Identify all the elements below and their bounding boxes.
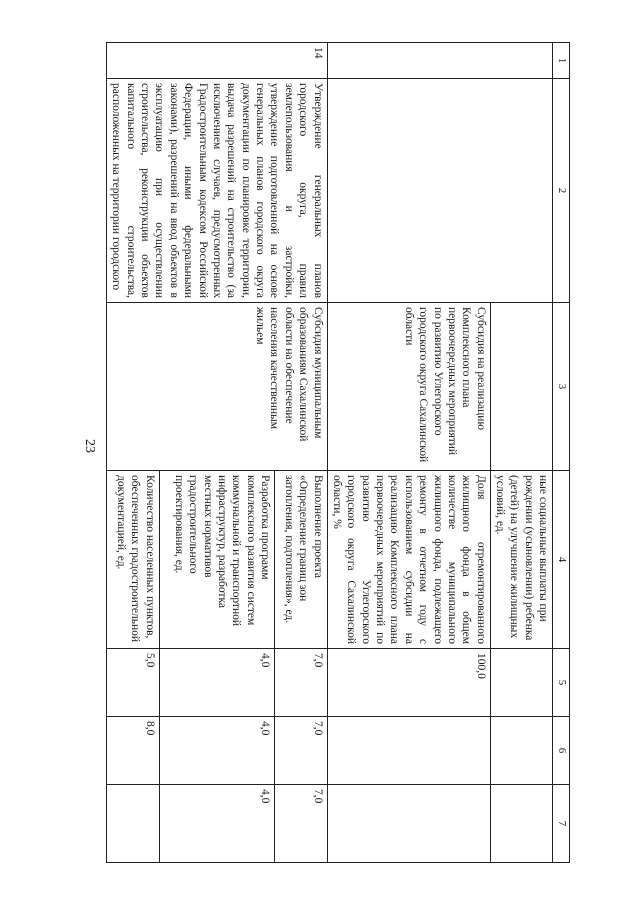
subsidy-cell xyxy=(490,303,553,471)
indicator-cell: Доля отремонтированного жилищного фонда в общем количестве муниципального жилищного фонда, подлежащего ремонту в отчетном году с использованием субсидии на реализацию Комплексного плана первоочередных мероприятий по развитию Углегорского городского округа Сахалинской области, % xyxy=(327,471,490,649)
col-number-7: 7 xyxy=(553,785,570,863)
indicator-cell: Разработка программ комплексного развития систем коммунальной и транспортной инфраструктур, разработка местных нормативов градостроительного проектирования, ед. xyxy=(159,471,274,649)
page-number: 23 xyxy=(82,439,97,453)
subsidy-cell: Субсидия на реализацию Комплексного плана первоочередных мероприятий по развитию Углегорского городского округа Сахалинской области xyxy=(327,303,490,471)
col-number-5: 5 xyxy=(553,649,570,717)
col-number-2: 2 xyxy=(553,79,570,303)
value-2017-cell xyxy=(107,785,160,863)
table-row xyxy=(275,43,328,863)
subsidy-cell: Субсидия муниципальным образованиям Сахалинской области на обеспечение населения качественным жильем xyxy=(107,303,328,471)
value-2016-cell: 8,0 xyxy=(107,717,160,785)
table-row xyxy=(490,43,553,863)
column-number-row xyxy=(553,43,570,863)
value-2015-cell xyxy=(490,649,553,717)
value-2017-cell: 7,0 xyxy=(275,785,328,863)
value-2017-cell xyxy=(327,785,490,863)
indicator-cell: Выполнение проекта «Определение границ зон затопления, подтопления», ед. xyxy=(275,471,328,649)
authority-cell: Утверждение генеральных планов городского округа, правил землепользования и застройки, утверждение подготовленной на основе генеральных планов городского округа документации по планировке территории, выдача разрешений на строительство (за исключением случаев, предусмотренных Градостроительным кодексом Российской Федерации, иными федеральными законами), разрешений на ввод объектов в эксплуатацию при осуществлении строительства, реконструкции объектов капитального строительства, расположенных на территории городского xyxy=(107,79,328,303)
value-2016-cell: 7,0 xyxy=(275,717,328,785)
value-2017-cell: 4,0 xyxy=(159,785,274,863)
value-2015-cell: 4,0 xyxy=(159,649,274,717)
col-number-4: 4 xyxy=(553,471,570,649)
col-number-3: 3 xyxy=(553,303,570,471)
row-number-cell xyxy=(327,43,553,79)
indicators-table xyxy=(106,42,570,863)
value-2017-cell xyxy=(490,785,553,863)
authority-cell xyxy=(327,79,553,303)
row-number-cell: 14 xyxy=(107,43,328,79)
value-2015-cell: 100,0 xyxy=(327,649,490,717)
value-2015-cell: 5,0 xyxy=(107,649,160,717)
value-2016-cell xyxy=(490,717,553,785)
col-number-1: 1 xyxy=(553,43,570,79)
value-2016-cell: 4,0 xyxy=(159,717,274,785)
value-2016-cell xyxy=(327,717,490,785)
indicator-cell: Количество населенных пунктов, обеспеченных градостроительной документацией, ед. xyxy=(107,471,160,649)
indicator-cell: ные социальные выплаты при рождении (усыновлении) ребенка (детей) на улучшение жилищных условий, ед. xyxy=(490,471,553,649)
col-number-6: 6 xyxy=(553,717,570,785)
value-2015-cell: 7,0 xyxy=(275,649,328,717)
rotated-table-container xyxy=(70,42,570,862)
